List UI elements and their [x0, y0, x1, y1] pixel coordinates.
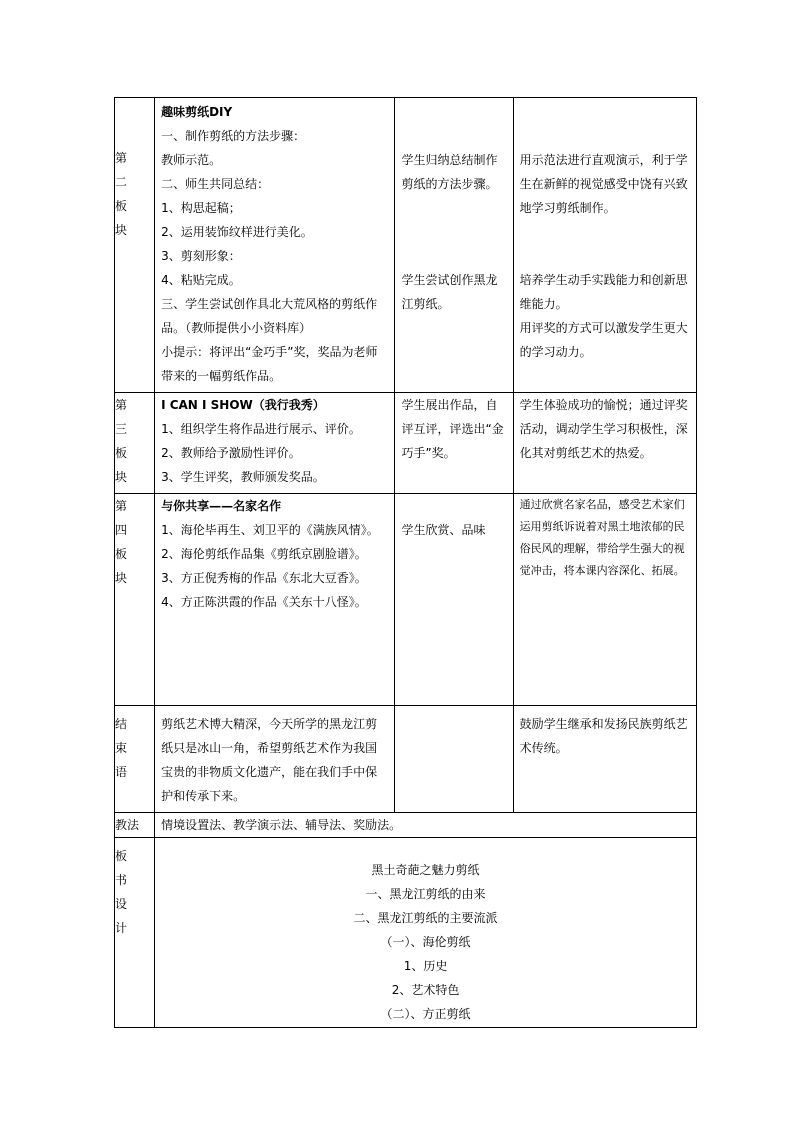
- section-heading: 趣味剪纸DIY: [161, 105, 233, 119]
- section-heading: I CAN I SHOW（我行我秀）: [161, 398, 325, 412]
- section-row-3: [115, 393, 697, 494]
- design-intent-cell: 学生体验成功的愉悦；通过评奖活动，调动学生学习积极性，深化其对剪纸艺术的热爱。: [513, 393, 696, 494]
- methods-row: [115, 813, 697, 838]
- student-activity-cell: 学生欣赏、品味: [395, 494, 513, 706]
- section-heading: 与你共享——名家名作: [161, 499, 282, 513]
- lesson-plan-table: [114, 97, 697, 1028]
- section-label: 结 束 语: [115, 706, 155, 813]
- methods-label: 教法: [115, 813, 155, 838]
- teacher-activity-cell: I CAN I SHOW（我行我秀） 1、组织学生将作品进行展示、评价。 2、教师给予激励性评价。 3、学生评奖，教师颁发奖品。: [155, 393, 395, 494]
- teacher-activity-cell: 趣味剪纸DIY 一、制作剪纸的方法步骤： 教师示范。 二、师生共同总结： 1、构思起稿； 2、运用装饰纹样进行美化。 3、剪刻形象： 4、粘贴完成。 三、学生尝试创作具北大荒风格的剪纸作品。（教师提供小小资料库） 小提示：将评出“金巧手”奖，奖品为老师带来的一幅剪纸作品。: [155, 98, 395, 393]
- board-content: 黑土奇葩之魅力剪纸 一、黑龙江剪纸的由来 二、黑龙江剪纸的主要流派 （一）、海伦剪纸 1、历史 2、艺术特色 （二）、方正剪纸: [155, 838, 697, 1028]
- board-design-row: [115, 838, 697, 1028]
- design-intent-cell: 通过欣赏名家名品，感受艺术家们运用剪纸诉说着对黑土地浓郁的民俗民风的理解，带给学生强大的视觉冲击，将本课内容深化、拓展。: [513, 494, 696, 706]
- closing-row: [115, 706, 697, 813]
- design-intent-cell: 鼓励学生继承和发扬民族剪纸艺术传统。: [513, 706, 696, 813]
- section-label: 第 四 板 块: [115, 494, 155, 706]
- student-activity-cell: 学生归纳总结制作剪纸的方法步骤。 学生尝试创作黑龙江剪纸。: [395, 98, 513, 393]
- teacher-activity-cell: 与你共享——名家名作 1、海伦毕再生、刘卫平的《满族风情》。 2、海伦剪纸作品集《剪纸京剧脸谱》。 3、方正倪秀梅的作品《东北大豆香》。 4、方正陈洪霞的作品《关东十八怪》。: [155, 494, 395, 706]
- teacher-activity-cell: 剪纸艺术博大精深，今天所学的黑龙江剪纸只是冰山一角，希望剪纸艺术作为我国宝贵的非物质文化遗产，能在我们手中保护和传承下来。: [155, 706, 395, 813]
- student-activity-cell: 学生展出作品，自评互评，评选出“金巧手”奖。: [395, 393, 513, 494]
- methods-text: 情境设置法、教学演示法、辅导法、奖励法。: [155, 813, 697, 838]
- board-label: 板 书 设 计: [115, 838, 155, 1028]
- section-label: 第 三 板 块: [115, 393, 155, 494]
- design-intent-cell: 用示范法进行直观演示，利于学生在新鲜的视觉感受中饶有兴致地学习剪纸制作。 培养学生动手实践能力和创新思维能力。 用评奖的方式可以激发学生更大的学习动力。: [513, 98, 696, 393]
- section-row-2: [115, 98, 697, 393]
- section-row-4: [115, 494, 697, 706]
- student-activity-cell: [395, 706, 513, 813]
- section-label: 第 二 板 块: [115, 98, 155, 393]
- board-title: 黑土奇葩之魅力剪纸: [371, 863, 480, 877]
